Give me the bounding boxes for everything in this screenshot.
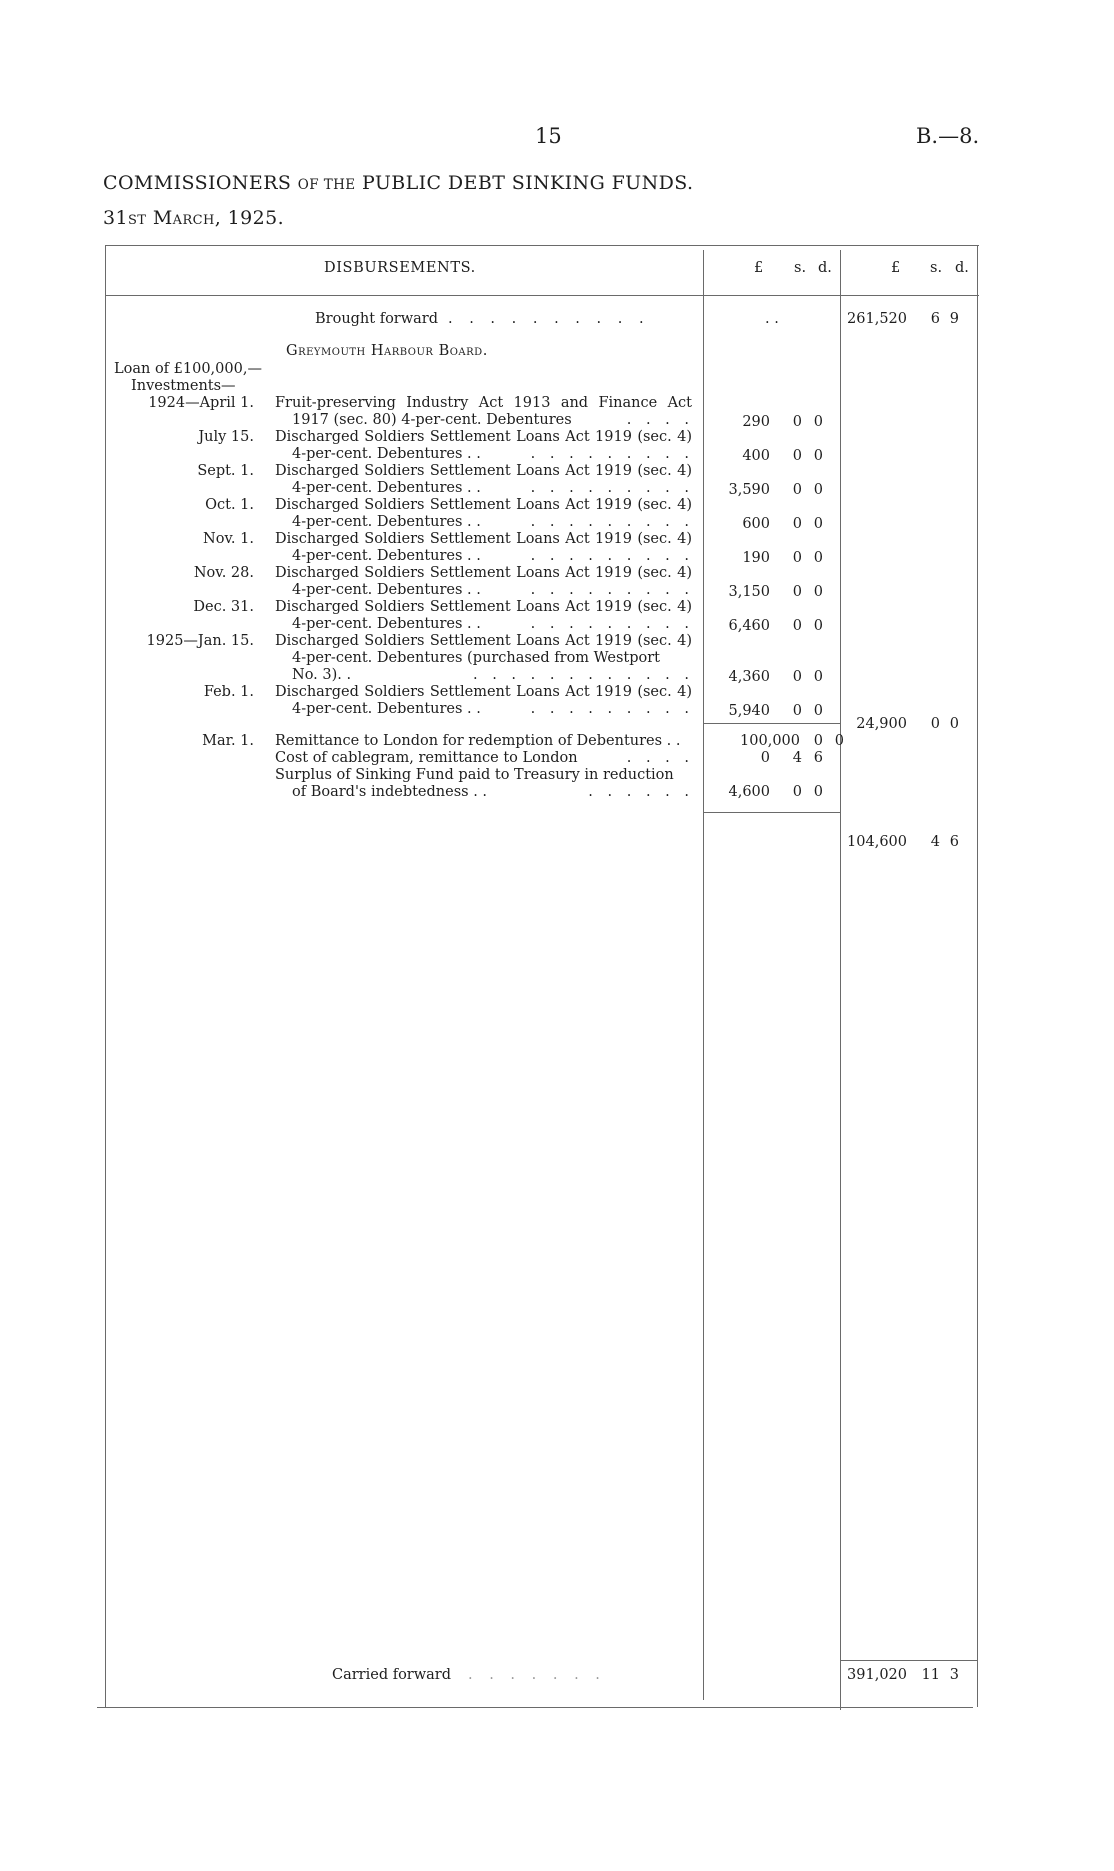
col2-pounds-header: £ [891,260,901,276]
brought-forward-shillings: 6 [930,311,940,327]
page-number: 15 [535,124,562,148]
march-item-pence: 0 [834,733,844,749]
march-total-pounds: 104,600 [847,834,907,850]
entry-date: 1924—April 1. [148,395,254,411]
entry-pence: 0 [813,482,823,498]
entry-pence: 0 [813,618,823,634]
entry-description-line: Discharged Soldiers Settlement Loans Act 1919 (sec. 4) [275,684,692,700]
date-day: 31st [103,207,147,229]
entry-description-line: 4-per-cent. Debentures . . [292,582,481,598]
entry-pounds: 6,460 [728,618,770,634]
march-total-shillings: 4 [930,834,940,850]
date-month: March, [152,207,222,229]
entry-pounds: 3,150 [728,584,770,600]
carried-forward-pence: 3 [949,1667,959,1683]
march-item-pounds: 0 [760,750,770,766]
march-item-leader: . . . . [626,750,694,766]
col2-pence-header: d. [955,260,969,276]
entry-leader: . . . . . . . . . [530,514,694,530]
entry-pence: 0 [813,550,823,566]
entry-date: July 15. [198,429,254,445]
entry-shillings: 0 [792,516,802,532]
entry-shillings: 0 [792,414,802,430]
entry-description-line: No. 3). . [292,667,352,683]
divider-col1-col2 [840,250,841,1710]
entry-leader: . . . . . . . . . [530,480,694,496]
entry-description-line: 4-per-cent. Debentures . . [292,701,481,717]
march-date: Mar. 1. [202,733,254,749]
section-heading: Greymouth Harbour Board. [286,343,488,359]
march-item-line: Cost of cablegram, remittance to London [275,750,578,766]
entry-description-line: Discharged Soldiers Settlement Loans Act 1919 (sec. 4) [275,531,692,547]
brought-forward-label: Brought forward [315,311,439,327]
march-item-shillings: 0 [792,784,802,800]
carried-forward-shillings: 11 [921,1667,940,1683]
entry-description-line: 4-per-cent. Debentures . . [292,616,481,632]
brought-forward-leader: . . . . . . . . . . [448,311,650,327]
entry-pence: 0 [813,448,823,464]
carried-forward-label: Carried forward [332,1667,452,1683]
entry-leader: . . . . . . . . . [530,701,694,717]
col1-pence-header: d. [818,260,832,276]
march-item-pence: 6 [813,750,823,766]
entry-date: Oct. 1. [205,497,254,513]
entry-pence: 0 [813,414,823,430]
entry-description-line: 4-per-cent. Debentures . . [292,514,481,530]
investments-total-shillings: 0 [930,716,940,732]
header-bottom-rule [105,295,979,296]
table-heading: DISBURSEMENTS. [324,260,476,276]
entry-description-line: 4-per-cent. Debentures . . [292,480,481,496]
entry-pounds: 600 [742,516,770,532]
entry-leader: . . . . [626,412,694,428]
brought-forward-col1-leader: . . [765,311,779,327]
entry-pence: 0 [813,584,823,600]
brought-forward-pence: 9 [949,311,959,327]
entry-date: Sept. 1. [197,463,254,479]
entry-shillings: 0 [792,669,802,685]
investments-total-pence: 0 [949,716,959,732]
march-item-line: Surplus of Sinking Fund paid to Treasury in reduction [275,767,674,783]
entry-description-line: 1917 (sec. 80) 4-per-cent. Debentures [292,412,572,428]
entry-description-line: Fruit-preserving Industry Act 1913 and Finance Act [275,395,692,411]
loan-label-line-2: Investments— [131,378,236,394]
brought-forward-pounds: 261,520 [847,311,907,327]
entry-leader: . . . . . . . . . [530,616,694,632]
entry-description-line: Discharged Soldiers Settlement Loans Act 1919 (sec. 4) [275,463,692,479]
entry-pounds: 5,940 [728,703,770,719]
march-subtotal-rule [703,812,840,813]
entry-date: Nov. 1. [203,531,254,547]
col1-shillings-header: s. [794,260,807,276]
entry-pounds: 400 [742,448,770,464]
entry-shillings: 0 [792,618,802,634]
march-item-pence: 0 [813,784,823,800]
document-title [103,172,693,194]
loan-label-line-1: Loan of £100,000,— [114,361,262,377]
entry-description-line: 4-per-cent. Debentures . . [292,548,481,564]
entry-pounds: 4,360 [728,669,770,685]
entry-pence: 0 [813,669,823,685]
entry-leader: . . . . . . . . . [530,548,694,564]
entry-date: Feb. 1. [203,684,254,700]
entry-description-line: Discharged Soldiers Settlement Loans Act 1919 (sec. 4) [275,599,692,615]
investments-subtotal-rule [703,723,840,724]
entry-pence: 0 [813,703,823,719]
carried-forward-leader: . . . . . . . [468,1667,606,1683]
march-item-pounds: 4,600 [728,784,770,800]
march-item-line: Remittance to London for redemption of Debentures . . [275,733,681,749]
entry-date: 1925—Jan. 15. [146,633,254,649]
document-date [103,207,284,229]
entry-pence: 0 [813,516,823,532]
entry-shillings: 0 [792,584,802,600]
date-year: 1925. [227,207,285,229]
col1-pounds-header: £ [754,260,764,276]
title-part-3: PUBLIC DEBT SINKING FUNDS. [362,172,694,194]
entry-pounds: 290 [742,414,770,430]
entry-description-line: 4-per-cent. Debentures . . [292,446,481,462]
entry-leader: . . . . . . . . . . . . [472,667,694,683]
march-total-pence: 6 [949,834,959,850]
table-bottom-rule [97,1707,973,1708]
march-item-leader: . . . . . . [588,784,694,800]
entry-shillings: 0 [792,448,802,464]
entry-date: Dec. 31. [193,599,254,615]
march-item-shillings: 4 [792,750,802,766]
entry-description-line: Discharged Soldiers Settlement Loans Act 1919 (sec. 4) [275,429,692,445]
entry-pounds: 3,590 [728,482,770,498]
carried-forward-pounds: 391,020 [847,1667,907,1683]
entry-shillings: 0 [792,703,802,719]
march-item-pounds: 100,000 [740,733,800,749]
entry-description-line: 4-per-cent. Debentures (purchased from Westport [292,650,660,666]
entry-description-line: Discharged Soldiers Settlement Loans Act 1919 (sec. 4) [275,565,692,581]
entry-date: Nov. 28. [193,565,254,581]
entry-pounds: 190 [742,550,770,566]
entry-description-line: Discharged Soldiers Settlement Loans Act 1919 (sec. 4) [275,497,692,513]
entry-description-line: Discharged Soldiers Settlement Loans Act 1919 (sec. 4) [275,633,692,649]
title-part-2: OF THE [297,177,356,193]
march-item-line: of Board's indebtedness . . [292,784,488,800]
right-border [977,245,978,1707]
investments-total-pounds: 24,900 [856,716,907,732]
entry-shillings: 0 [792,550,802,566]
carried-forward-rule [840,1660,977,1661]
table-top-rule [105,245,979,246]
march-item-shillings: 0 [813,733,823,749]
col2-shillings-header: s. [930,260,943,276]
entry-shillings: 0 [792,482,802,498]
entry-leader: . . . . . . . . . [530,446,694,462]
divider-text-col1 [703,250,704,1700]
title-part-1: COMMISSIONERS [103,172,292,194]
entry-leader: . . . . . . . . . [530,582,694,598]
page-reference: B.—8. [916,124,980,148]
left-border [105,245,106,1707]
